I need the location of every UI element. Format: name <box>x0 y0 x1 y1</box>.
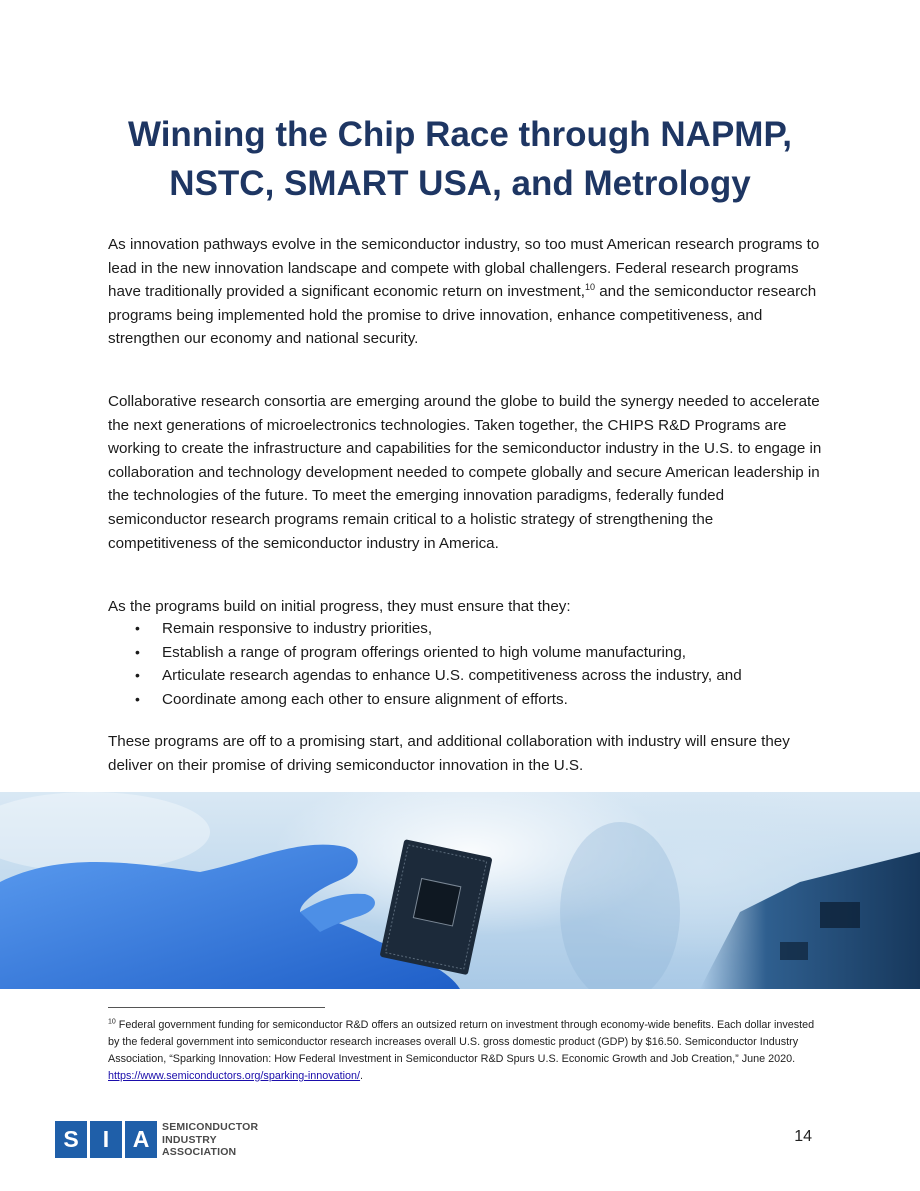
blurred-background-shape <box>560 822 680 989</box>
logo-line-3: ASSOCIATION <box>162 1146 237 1158</box>
bullet-icon: • <box>135 620 140 636</box>
footnote-reference[interactable]: 10 <box>584 282 595 293</box>
list-item <box>108 617 823 641</box>
bullet-icon: • <box>135 690 140 707</box>
circuit-board <box>700 852 920 989</box>
processor-chip <box>380 839 493 975</box>
chip-in-gloved-hand-photo <box>0 792 920 989</box>
list-item <box>108 641 823 665</box>
list-item-text: Coordinate among each other to ensure alignment of efforts. <box>162 690 568 708</box>
page-title <box>60 110 860 208</box>
closing-paragraph: These programs are off to a promising start, and additional collaboration with industry will ensure they deliver on their promise of driving semiconductor innovation in the U.S. <box>108 733 790 774</box>
programs-lead-in: As the programs build on initial progress, they must ensure that they: <box>108 598 571 615</box>
footnote-divider <box>108 1007 325 1008</box>
logo-letter-i: I <box>90 1121 122 1158</box>
board-component <box>820 902 860 928</box>
photo-illustration <box>0 792 920 989</box>
title-line-2: NSTC, SMART USA, and Metrology <box>169 164 751 203</box>
consortia-paragraph: Collaborative research consortia are emerging around the globe to build the synergy needed to accelerate the next generations of microelectronics technologies. Taken together, the CHIPS R&D Programs are working to create the infrastructure and capabilities for the semiconductor industry in the U.S. to engage in collaboration and technology development needed to compete globally and secure American leadership in the technologies of the future. To meet the emerging innovation paradigms, federally funded semiconductor research programs remain critical to a holistic strategy of strengthening the competitiveness of the semiconductor industry in America. <box>108 393 822 552</box>
logo-wordmark <box>162 1121 302 1159</box>
intro-paragraph <box>108 233 823 351</box>
logo-letter-s: S <box>55 1121 87 1158</box>
recommendations-list <box>108 617 823 711</box>
bullet-icon: • <box>135 643 140 660</box>
logo-line-2: INDUSTRY <box>162 1133 217 1146</box>
footnote <box>108 1017 820 1085</box>
logo-letter-a: A <box>125 1121 157 1158</box>
footnote-number: 10 <box>108 1018 116 1026</box>
page-number: 14 <box>794 1128 812 1145</box>
list-item <box>108 664 823 688</box>
list-item-text: Articulate research agendas to enhance U.S. competitiveness across the industry, and <box>162 667 742 685</box>
logo-line-1: SEMICONDUCTOR <box>162 1121 259 1133</box>
board-component <box>780 942 808 960</box>
list-item-text: Remain responsive to industry priorities, <box>162 620 433 637</box>
title-line-1: Winning the Chip Race through NAPMP, <box>127 115 793 154</box>
blurred-background-shape <box>0 792 210 872</box>
list-item <box>108 688 823 712</box>
footnote-end: . <box>360 1070 364 1082</box>
bullet-icon: • <box>135 667 140 684</box>
intro-text-continued: and the semiconductor research programs being implemented hold the promise to drive innovation, enhance competitiveness, and strengthen our economy and national security. <box>108 283 817 348</box>
list-item-text: Establish a range of program offerings oriented to high volume manufacturing, <box>162 643 686 661</box>
footnote-link[interactable]: https://www.semiconductors.org/sparking-innovation/ <box>108 1070 361 1082</box>
intro-text: As innovation pathways evolve in the semiconductor industry, so too must American research programs to lead in the new innovation landscape and compete with global challengers. Federal research programs have traditionally provided a significant economic return on investment, <box>108 236 820 301</box>
footnote-text: Federal government funding for semiconductor R&D offers an outsized return on investment through economy-wide benefits. Each dollar invested by the federal government into semiconductor research increases overall U.S. gross domestic product (GDP) by $16.50. Semiconductor Industry Association, “Sparking Innovation: How Federal Investment in Semiconductor R&D Spurs U.S. Economic Growth and Job Creation,” June 2020. <box>108 1019 815 1065</box>
